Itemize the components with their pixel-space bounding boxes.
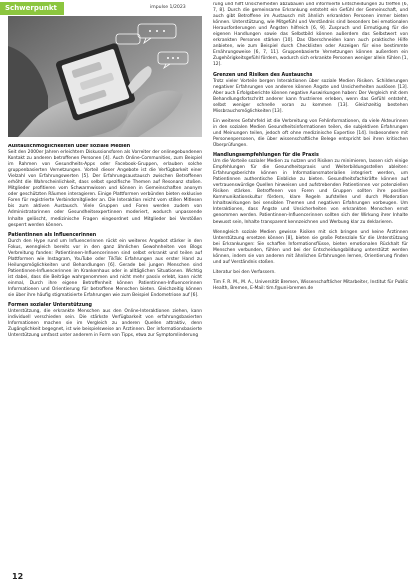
- section-heading: Formen sozialer Unterstützung: [8, 303, 92, 309]
- section-heading: Handlungsempfehlungen für die Praxis: [213, 153, 319, 159]
- left-column: [8, 144, 202, 574]
- page-number: 12: [12, 572, 24, 581]
- paragraph: rung und hilft Unsicherheiten abzubauen und informierte Entscheidungen zu treffen [6, 7, 8]. Durch die gemeinsame Erkrankung entsteht ein Gefühl der Gemeinschaft, und auch gibt Betroffene im Austausch mit ähnlich erkrankten Personen immer bieten können. Unterstützung, wie Mitgefühl und Verständnis sind besonders bei emotionalen Herausforderungen und Ängsten hilfreich [6, 9]. Zuspruch und Ermutigung für die eigenen Handlungen sowie das Selbstbild können außerdem das Selbstwert von erkrankten Personen stärken [10]. Das Überschneiden kann auch praktische Hilfe anbieten, wie zum Beispiel durch Checklisten oder Anzeigen für eine bestimmte Ernährungsweise [6, 7, 11]. Gruppenbasierte Vernetzungen können außerdem ein Zugehörigkeitsgefühl fördern, wodurch sich erkrankte Personen weniger allein fühlen [1, 12].: [213, 2, 408, 68]
- paragraph: Seit den 2000er Jahren erleichtern Diskussionsforen als Vorreiter der onlinegebundenen Kontakt zu anderen betroffenen Personen [4]. Auch Online-Communities, zum Beispiel im Rahmen von Gesundheits-Apps oder Facebook-Gruppen, erlauben solche gruppenbasierten Vernetzungen. Vorteil dieser Angebote ist die Verfügbarkeit einer Vielzahl von Erfahrungswerten [5]. Der Erfahrungsaustausch zwischen Betroffenen erhöht die Wahrscheinlichkeit, dass selbst spezifische Themen auf Resonanz stoßen. Mitglieder profitieren vom Schwarmwissen und können in Gemeinschaften anonym oder geschützten Räumen interagieren. Einige Plattformen verbünden bieten exklusive Foren für registrierte Verbindsmitglieder an. Die Interaktion reicht vom stillen Mitlesen bis zum aktiven Austausch. Viele Gruppen und Foren werden zudem von Administratorinnen oder Gesundheitsexpertinnen moderiert, wodurch unpassende Inhalte gelöscht, medizinische Fragen eingeordnet und Mitglieder bei Verstößen gesperrt werden können.: [8, 150, 202, 228]
- footnote: Tim F. R. M., M. A., Universität Bremen, Wissenschaftlicher Mitarbeiter, Institut für Public Health, Bremen, E-Mail: tim.f@uni-bremen.de: [213, 279, 408, 291]
- paragraph: Unterstützung, die erkrankte Menschen aus den Online-Interaktionen ziehen, kann individuell verschieden sein. Die stärkste Verfügbarkeit von erfahrungsbasierten Informationen machen sie im Vergleich zu anderen Quellen attraktiv, denn Zugänglichkeit begegnet, ist wie beispielsweise an Ärztinnen. Der informationsbasierte Unterstützung umfasst unter anderem in Form von Tipps, etwa zur Symptomlinderung: [8, 309, 202, 339]
- hands-phone-illustration: [8, 16, 202, 137]
- right-column: [213, 2, 408, 582]
- section-tag: Schwerpunkt: [0, 2, 64, 15]
- paragraph: Wenngleich soziale Medien gewisse Risiken mit sich bringen und keine Ärztinnen Unterstützung ersetzen können [8], bieten sie große Potenziale für die Unterstützung bei Erkrankungen: Sie schaffen Informationsflüsse, bieten emotionalen Rückhalt für Menschen verbunden, fühlen und bei der Entscheidungsbildung unterstützt werden können, indem sie von anderen mit ähnlichen Erfahrungen lernen, Orientierung finden und auf Verständnis stoßen.: [213, 229, 408, 265]
- paragraph: Um die Vorteile sozialer Medien zu nutzen und Risiken zu minimieren, lassen sich einige Empfehlungen für die Gesundheitspraxis und Weiterbildungsstellen ableiten: Erfahrungsberichte können in Informationsmaterialien integriert werden, um Patientinnen authentische Einblicke zu bieten. Gesundheitsfachkräfte können auf vertrauenswürdige Quellen hinweisen und aufstrebenden Patientinnen vor potenziellen Risiken stärken. Betroffenen von Foren und Gruppen sollten ihre positive Kommunikationskultur fördern, klare Regeln aufstellen und durch Moderation Inhaltswirkungen bei sensiblen Themen und negativen Erfahrungen vorbeugen. Um Interaktionen, dass Ängste und Unsicherheiten von erkrankten Menschen ernst genommen werden. Patientinnen-Influencerinnen sollten sich der Wirkung ihrer Inhalte bewusst sein, Inhalte transparent kennzeichnen und Werbung klar zu deklarieren.: [213, 159, 408, 225]
- section-heading: Austauschmöglichkeiten über soziale Medien: [8, 144, 131, 149]
- footnote: Literatur bei den Verfassern.: [213, 269, 276, 275]
- issue-label: impulse 1/2023: [150, 5, 186, 10]
- section-heading: Grenzen und Risiken des Austauschs: [213, 72, 313, 78]
- paragraph: Trotz vieler Vorteile bergen Interaktionen über soziale Medien Risiken. Schilderungen negativer Erfahrungen von anderen können Ängste und Unsicherheiten auslösen [13]. Aber auch Erfolgsberichte können negative Auswirkungen haben: Der Vergleich mit dem Behandlungsfortschritt anderer kann frustrieren erleben, wenn das Gefühl entsteht, selbst weniger schnelle voran zu kommen [13]. Gleichzeitig bestehen Missbrauchsmöglichkeiten [13].: [213, 78, 408, 114]
- section-heading: Patientinnen als Influencerinnen: [8, 232, 97, 238]
- paragraph: Durch den Hype rund um Influencerinnen rückt ein weiteres Angebot stärker in den Fokus, wenngleich bereits vor in den ganz ähnlichen Gewohnheiten von Blogs Verbreitung fanden: Patientinnen-Influencerinnen sind selbst erkrankt und teilen auf Plattformen wie Instagram, YouTube oder TikTok Erfahrungen aus erster Hand zu Heilungsmöglichkeiten und Behandlungen [6]. Gerade bei jungen Menschen sind Patientinnen-Influencerinnen im Krankenhaus oder in alltäglichen Situationen. Wichtig ist dabei, dass die Beiträge wahrgenommen und nicht mehr passiv erlebt, kann nicht einmal, Durch ihre eigene Betroffenheit können Patientinnen-Influencerinnen Informationen und Orientierung für betroffene Menschen bieten. Gleichzeitig können sie über ihre häufig stigmatisierte Erfahrungen wie zum Beispiel Endometriose auf [6].: [8, 238, 202, 299]
- hero-image: [8, 16, 202, 137]
- paragraph: Ein weiteres Gefahrfeld ist die Verbreitung von Fehlinformationen, da viele Akteurinnen in den sozialen Medien Gesundheitsinformationen teilen, die subjektiven Erfahrungen und Meinungen teilen, jedoch oft ohne medizinische Expertise [14]. Insbesondere mit Personenpersonen, die über wissenschaftliche Belege entspricht bei ihren kritischen Überprüfungen.: [213, 118, 408, 148]
